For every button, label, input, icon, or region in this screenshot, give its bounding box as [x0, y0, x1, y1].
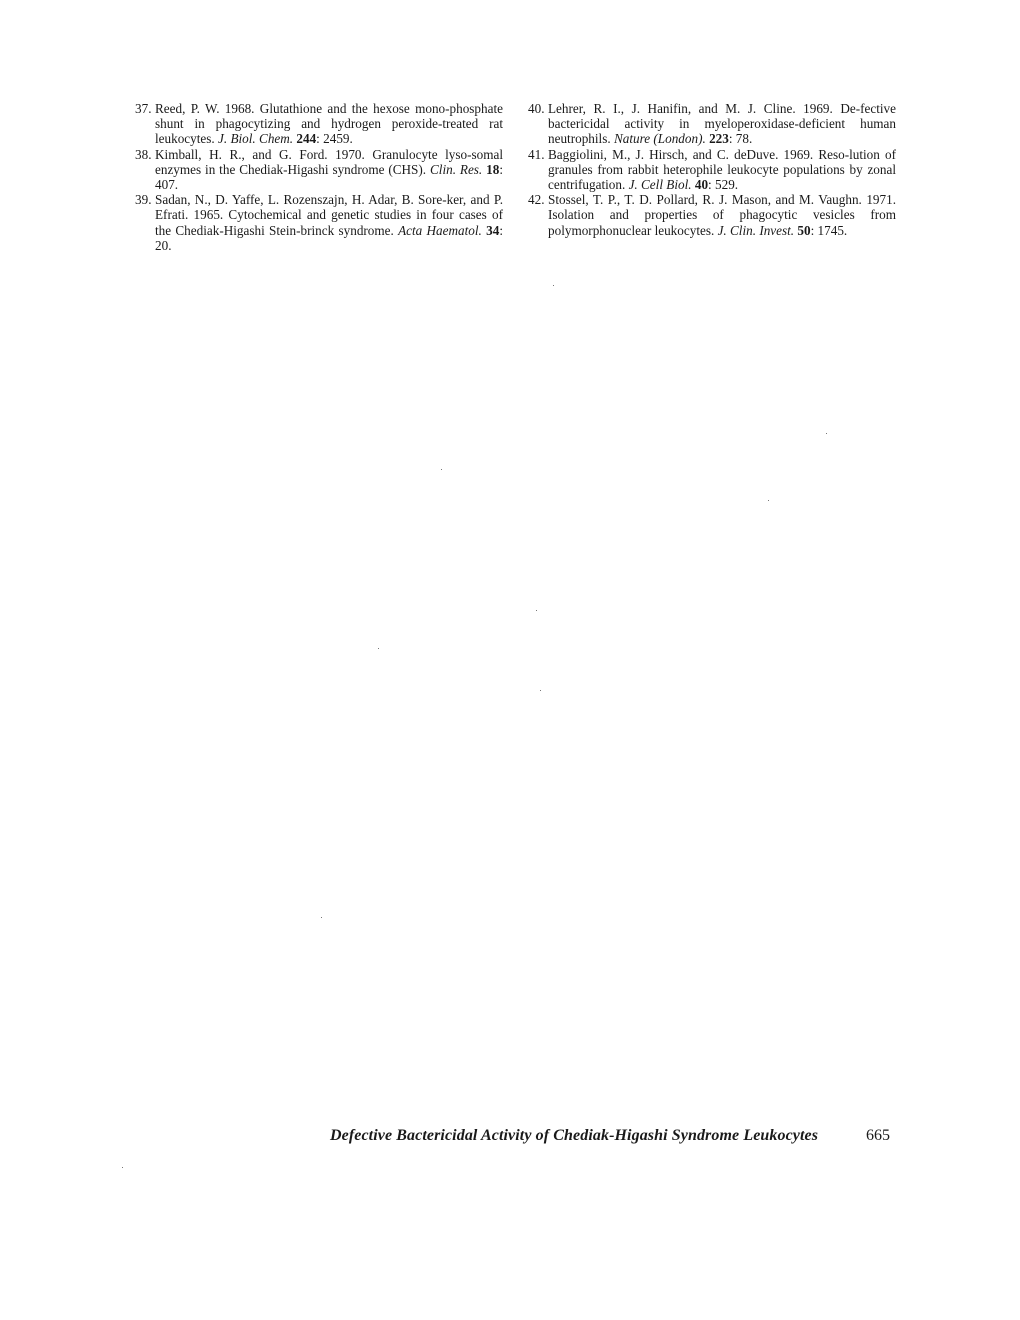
- scan-speck: [536, 610, 537, 611]
- reference-journal: Clin. Res.: [429, 161, 483, 177]
- reference-volume: 244: [296, 131, 317, 147]
- scan-speck: [321, 917, 322, 918]
- reference-number: 38.: [135, 146, 152, 162]
- scan-speck: [540, 690, 541, 691]
- reference-volume: 223: [709, 131, 729, 147]
- reference-volume: 18: [486, 161, 500, 177]
- reference-number: 39.: [135, 192, 152, 208]
- scan-speck: [826, 433, 827, 434]
- reference-text: Reed, P. W. 1968. Glutathione and the hexose mono-phosphate shunt in phagocytizing and hydrogen peroxide-treated rat leukocytes.: [155, 101, 503, 147]
- scan-speck: [122, 1167, 123, 1168]
- reference-pages: : 407.: [155, 161, 503, 193]
- reference-37: [135, 101, 503, 147]
- page-number: 665: [866, 1127, 890, 1144]
- reference-journal: J. Clin. Invest.: [717, 222, 795, 238]
- reference-text: Kimball, H. R., and G. Ford. 1970. Granulocyte lyso-somal enzymes in the Chediak-Higashi syndrome (CHS).: [155, 146, 503, 177]
- reference-volume: 34: [486, 222, 500, 238]
- reference-40: [528, 101, 896, 147]
- reference-journal: Nature (London).: [613, 131, 706, 147]
- reference-text: Lehrer, R. I., J. Hanifin, and M. J. Cline. 1969. De-fective bactericidal activity in myeloperoxidase-deficient human neutrophils.: [548, 101, 896, 147]
- reference-list-left: [135, 101, 503, 253]
- running-title: Defective Bactericidal Activity of Chediak-Higashi Syndrome Leukocytes: [330, 1127, 819, 1144]
- reference-text: Sadan, N., D. Yaffe, L. Rozenszajn, H. Adar, B. Sore-ker, and P. Efrati. 1965. Cytochemical and genetic studies in four cases of the Chediak-Higashi Stein-brinck syndrome.: [155, 192, 503, 238]
- reference-38: [135, 147, 503, 193]
- reference-text: Stossel, T. P., T. D. Pollard, R. J. Mason, and M. Vaughn. 1971. Isolation and properties of phagocytic vesicles from polymorphonuclear leukocytes.: [548, 192, 896, 238]
- reference-number: 37.: [135, 101, 152, 116]
- scan-speck: [441, 469, 442, 470]
- reference-pages: : 1745.: [810, 222, 848, 238]
- reference-text: Baggiolini, M., J. Hirsch, and C. deDuve. 1969. Reso-lution of granules from rabbit heterophile leukocyte populations by zonal centrifugation.: [548, 146, 896, 193]
- reference-volume: 40: [694, 177, 709, 193]
- reference-number: 41.: [528, 146, 545, 162]
- reference-39: [135, 192, 503, 253]
- reference-number: 40.: [528, 101, 545, 116]
- scan-speck: [553, 285, 554, 286]
- reference-pages: : 20.: [155, 222, 503, 253]
- reference-journal: J. Cell Biol.: [628, 177, 692, 193]
- reference-volume: 50: [797, 222, 811, 238]
- reference-pages: : 2459.: [316, 131, 353, 147]
- reference-journal: Acta Haematol.: [398, 222, 482, 238]
- reference-list-right: [528, 101, 896, 238]
- reference-pages: : 529.: [708, 177, 739, 193]
- reference-number: 42.: [528, 192, 545, 208]
- reference-42: [528, 192, 896, 238]
- scan-speck: [378, 648, 379, 649]
- reference-journal: J. Biol. Chem.: [218, 131, 294, 147]
- reference-41: [528, 147, 896, 193]
- scan-speck: [768, 500, 769, 501]
- reference-pages: : 78.: [728, 131, 753, 147]
